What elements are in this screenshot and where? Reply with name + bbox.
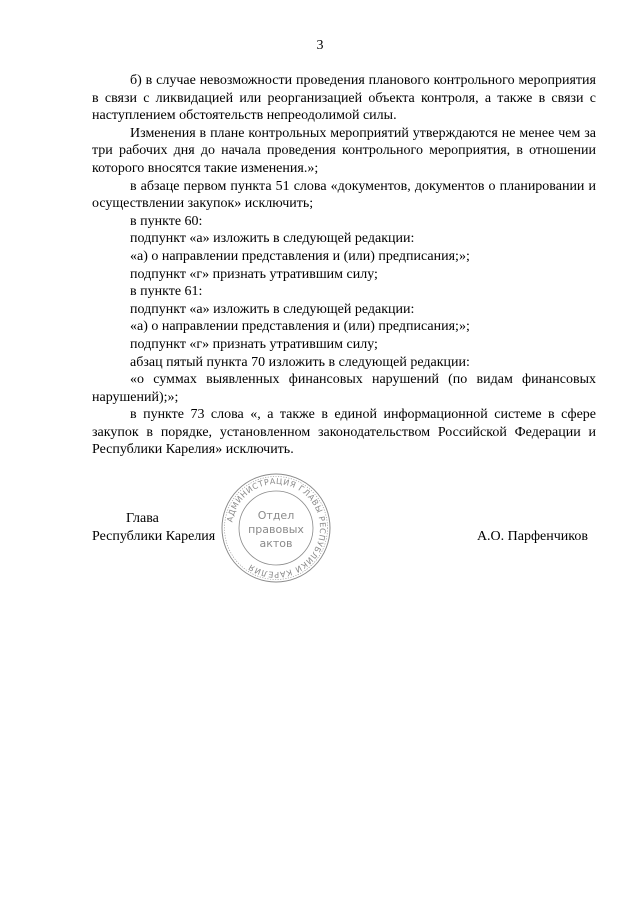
- paragraph: в пункте 61:: [130, 284, 203, 300]
- signature-block: [92, 510, 596, 590]
- paragraph: подпункт «а» изложить в следующей редакции:: [130, 301, 415, 317]
- paragraph: Изменения в плане контрольных мероприятий утверждаются не менее чем за три рабочих дня до начала проведения контрольного мероприятия, в отношении которого вносятся такие изменения.»;: [92, 125, 596, 176]
- paragraph: «а) о направлении представления и (или) предписания;»;: [130, 319, 470, 335]
- document-body: [92, 72, 596, 459]
- signatory-name: А.О. Парфенчиков: [476, 529, 588, 544]
- stamp-center-line: актов: [259, 537, 293, 550]
- paragraph: б) в случае невозможности проведения планового контрольного мероприятия в связи с ликвидацией или реорганизацией объекта контроля, а также в связи с наступлением обстоятельств непреодолимой силы.: [92, 73, 596, 124]
- paragraph: «а) о направлении представления и (или) предписания;»;: [130, 248, 470, 264]
- page-number: 3: [316, 38, 324, 53]
- stamp-center-line: Отдел: [257, 509, 295, 522]
- paragraph: в абзаце первом пункта 51 слова «документов, документов о планировании и осуществлении закупок» исключить;: [92, 178, 596, 212]
- official-stamp: [220, 472, 332, 584]
- stamp-center-line: правовых: [248, 523, 304, 536]
- signatory-region: Республики Карелия: [92, 529, 216, 544]
- paragraph: абзац пятый пункта 70 изложить в следующей редакции:: [130, 354, 470, 370]
- paragraph: в пункте 60:: [130, 213, 203, 229]
- signatory-title: Глава: [126, 511, 159, 526]
- paragraph: в пункте 73 слова «, а также в единой информационной системе в сфере закупок в порядке, установленном законодательством Российской Федерации и Республики Карелия» исключить.: [92, 407, 596, 458]
- stamp-ring-text: АДМИНИСТРАЦИЯ ГЛАВЫ РЕСПУБЛИКИ КАРЕЛИЯ: [225, 476, 328, 580]
- paragraph: «о суммах выявленных финансовых нарушений (по видам финансовых нарушений);»;: [92, 372, 596, 405]
- paragraph: подпункт «а» изложить в следующей редакции:: [130, 231, 415, 247]
- paragraph: подпункт «г» признать утратившим силу;: [130, 266, 378, 282]
- paragraph: подпункт «г» признать утратившим силу;: [130, 336, 378, 352]
